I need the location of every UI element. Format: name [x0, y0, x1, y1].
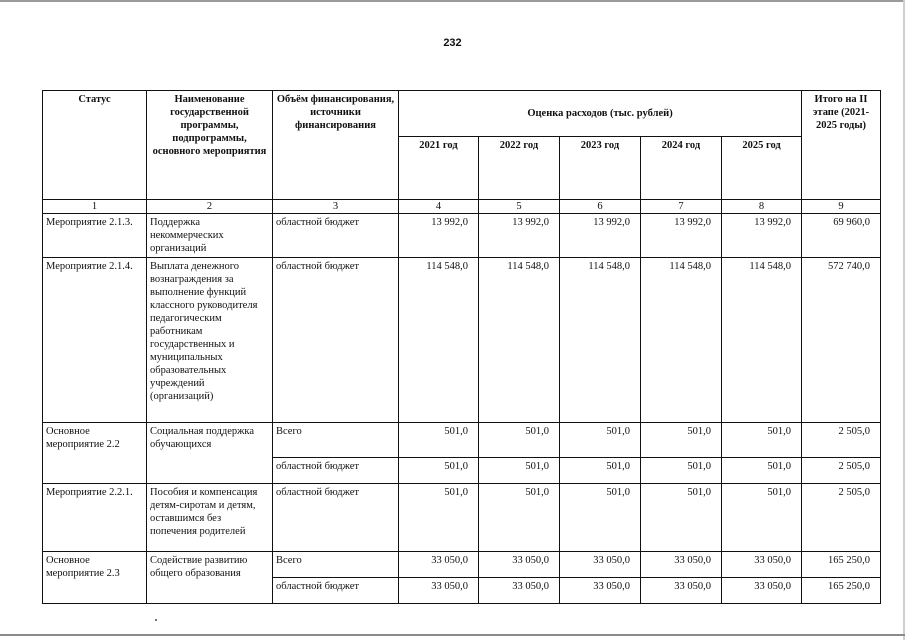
- row-status: Мероприятие 2.1.4.: [43, 258, 147, 423]
- value-2021: 501,0: [399, 458, 479, 484]
- value-2023: 501,0: [560, 423, 641, 458]
- value-2022: 33 050,0: [479, 578, 560, 604]
- header-year: 2025 год: [722, 137, 802, 200]
- table-row: [43, 214, 881, 258]
- header-status: Статус: [43, 91, 147, 200]
- value-total: 165 250,0: [802, 552, 881, 578]
- header-name: Наименование государственной программы, подпрограммы, основного мероприятия: [147, 91, 273, 200]
- column-number-row: [43, 200, 881, 214]
- value-2024: 501,0: [641, 484, 722, 552]
- row-status: Мероприятие 2.2.1.: [43, 484, 147, 552]
- value-2025: 501,0: [722, 458, 802, 484]
- value-2021: 33 050,0: [399, 578, 479, 604]
- value-total: 2 505,0: [802, 484, 881, 552]
- value-2024: 114 548,0: [641, 258, 722, 423]
- table-row: [43, 552, 881, 578]
- value-2022: 13 992,0: [479, 214, 560, 258]
- row-name: Поддержка некоммерческих организаций: [147, 214, 273, 258]
- value-2025: 501,0: [722, 423, 802, 458]
- column-number: 6: [560, 200, 641, 214]
- value-2021: 114 548,0: [399, 258, 479, 423]
- row-source: областной бюджет: [273, 214, 399, 258]
- value-2021: 33 050,0: [399, 552, 479, 578]
- value-2023: 33 050,0: [560, 578, 641, 604]
- value-2025: 501,0: [722, 484, 802, 552]
- table-row: [43, 423, 881, 458]
- value-2021: 501,0: [399, 423, 479, 458]
- value-2025: 33 050,0: [722, 552, 802, 578]
- column-number: 2: [147, 200, 273, 214]
- value-total: 2 505,0: [802, 423, 881, 458]
- value-2023: 13 992,0: [560, 214, 641, 258]
- header-estimate: Оценка расходов (тыс. рублей): [399, 91, 802, 137]
- header-year: 2021 год: [399, 137, 479, 200]
- value-2021: 501,0: [399, 484, 479, 552]
- value-2021: 13 992,0: [399, 214, 479, 258]
- value-2022: 33 050,0: [479, 552, 560, 578]
- row-status: Мероприятие 2.1.3.: [43, 214, 147, 258]
- value-total: 165 250,0: [802, 578, 881, 604]
- column-number: 5: [479, 200, 560, 214]
- row-source: областной бюджет: [273, 458, 399, 484]
- value-2025: 33 050,0: [722, 578, 802, 604]
- scan-bottom-border: [0, 634, 905, 636]
- value-2023: 501,0: [560, 484, 641, 552]
- value-total: 69 960,0: [802, 214, 881, 258]
- row-source: областной бюджет: [273, 258, 399, 423]
- column-number: 9: [802, 200, 881, 214]
- value-2025: 114 548,0: [722, 258, 802, 423]
- column-number: 4: [399, 200, 479, 214]
- column-number: 7: [641, 200, 722, 214]
- value-2022: 501,0: [479, 484, 560, 552]
- value-2024: 501,0: [641, 458, 722, 484]
- value-2023: 114 548,0: [560, 258, 641, 423]
- row-source: областной бюджет: [273, 484, 399, 552]
- header-year: 2023 год: [560, 137, 641, 200]
- row-name: Содействие развитию общего образования: [147, 552, 273, 604]
- column-number: 3: [273, 200, 399, 214]
- scan-speck: [155, 619, 157, 621]
- row-status: Основное мероприятие 2.2: [43, 423, 147, 484]
- value-2024: 501,0: [641, 423, 722, 458]
- value-2022: 501,0: [479, 458, 560, 484]
- budget-table: [42, 90, 881, 604]
- value-2024: 33 050,0: [641, 552, 722, 578]
- column-number: 8: [722, 200, 802, 214]
- scan-top-border: [0, 0, 905, 2]
- column-number: 1: [43, 200, 147, 214]
- page-number: 232: [443, 37, 462, 49]
- row-source: Всего: [273, 423, 399, 458]
- value-2022: 501,0: [479, 423, 560, 458]
- value-2023: 501,0: [560, 458, 641, 484]
- row-source: Всего: [273, 552, 399, 578]
- header-year: 2022 год: [479, 137, 560, 200]
- value-2022: 114 548,0: [479, 258, 560, 423]
- table-row: [43, 258, 881, 423]
- value-2025: 13 992,0: [722, 214, 802, 258]
- value-total: 2 505,0: [802, 458, 881, 484]
- row-name: Выплата денежного вознаграждения за выполнение функций классного руководителя педагогическим работникам государственных и муниципальных образовательных учреждений (организаций): [147, 258, 273, 423]
- header-total: Итого на II этапе (2021-2025 годы): [802, 91, 881, 200]
- row-name: Социальная поддержка обучающихся: [147, 423, 273, 484]
- value-2024: 33 050,0: [641, 578, 722, 604]
- table-row: [43, 484, 881, 552]
- value-2023: 33 050,0: [560, 552, 641, 578]
- row-status: Основное мероприятие 2.3: [43, 552, 147, 604]
- value-2024: 13 992,0: [641, 214, 722, 258]
- value-total: 572 740,0: [802, 258, 881, 423]
- header-year: 2024 год: [641, 137, 722, 200]
- header-volume: Объём финансирования, источники финансирования: [273, 91, 399, 200]
- row-name: Пособия и компенсация детям-сиротам и детям, оставшимся без попечения родителей: [147, 484, 273, 552]
- row-source: областной бюджет: [273, 578, 399, 604]
